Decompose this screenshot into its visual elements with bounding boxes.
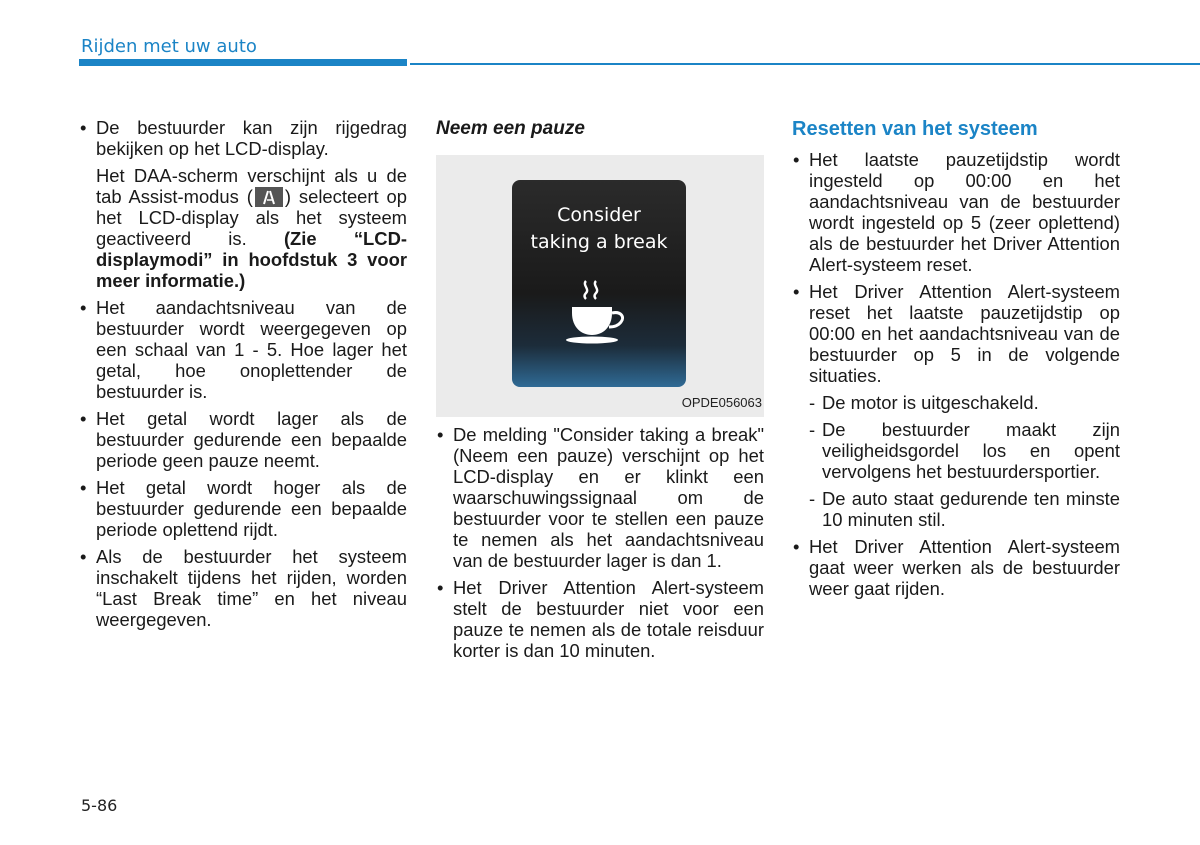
bullet-item: • Het Driver Attention Alert-systeem reset het laatste pauzetijdstip op 00:00 en het aandachtsniveau van de bestuurder op 5 in de volgende situaties. — [792, 281, 1120, 386]
section-heading: Resetten van het systeem — [792, 118, 1038, 140]
bullet-item: • Het Driver Attention Alert-systeem stelt de bestuurder niet voor een pauze te nemen als de totale reisduur korter is dan 10 minuten. — [436, 577, 764, 661]
bullet-item: • Het Driver Attention Alert-systeem gaat weer werken als de bestuurder weer gaat rijden. — [792, 536, 1120, 599]
assist-mode-icon — [255, 187, 283, 207]
bullet-item: • De melding "Consider taking a break" (Neem een pauze) verschijnt op het LCD-display en er klinkt een waarschuwingssignaal om de bestuurder voor te stellen een pauze te nemen als het aandachtsniveau van de bestuurder lager is dan 1. — [436, 424, 764, 571]
cross-reference: (Zie “LCD-displaymodi” in hoofdstuk 3 voor meer informatie.) — [96, 228, 407, 291]
section-heading: Neem een pauze — [436, 118, 585, 139]
bullet-item: • Het getal wordt hoger als de bestuurder gedurende een bepaalde periode oplettend rijdt. — [79, 477, 407, 540]
lcd-message-line: Consider — [557, 204, 641, 226]
figure-code: OPDE056063 — [681, 395, 762, 410]
coffee-cup-icon — [564, 277, 636, 347]
sub-item — [792, 488, 1120, 530]
sub-item — [792, 419, 1120, 482]
bullet-item: • De bestuurder kan zijn rijgedrag bekijken op het LCD-display. — [79, 117, 407, 159]
lcd-display — [512, 180, 686, 387]
column-3 — [792, 117, 1120, 605]
sub-item-text: De auto staat gedurende ten minste 10 minuten stil. — [822, 488, 1120, 530]
dash-marker: - — [809, 392, 816, 413]
paragraph-text: Het DAA-scherm verschijnt als u de tab Assist-modus ( — [96, 165, 407, 207]
sub-item — [792, 392, 1120, 413]
bullet-item: • Het aandachtsniveau van de bestuurder wordt weergegeven op een schaal van 1 - 5. Hoe lager het getal, hoe onoplettender de bestuurder is. — [79, 297, 407, 402]
lcd-figure — [436, 155, 764, 417]
column-1 — [79, 117, 407, 636]
page-number: 5-86 — [81, 796, 118, 815]
sub-item-text: De motor is uitgeschakeld. — [822, 392, 1039, 413]
running-header: Rijden met uw auto — [81, 36, 257, 57]
header-rule-thin — [410, 63, 1200, 65]
column-2 — [436, 117, 764, 667]
sub-item-text: De bestuurder maakt zijn veiligheidsgordel los en opent vervolgens het bestuurdersportier. — [822, 419, 1120, 482]
paragraph-text: ) selecteert op het LCD-display als het systeem geactiveerd is. — [96, 186, 408, 249]
bullet-item: • Het getal wordt lager als de bestuurder gedurende een bepaalde periode geen pauze neemt. — [79, 408, 407, 471]
lcd-message — [512, 202, 686, 256]
bullet-item: • Als de bestuurder het systeem inschakelt tijdens het rijden, worden “Last Break time” en het niveau weergegeven. — [79, 546, 407, 630]
header-rule-thick — [79, 59, 407, 66]
dash-marker: - — [809, 419, 816, 440]
bullet-item: • Het laatste pauzetijdstip wordt ingesteld op 00:00 en het aandachtsniveau van de bestuurder wordt ingesteld op 5 (zeer oplettend) als de bestuurder het Driver Attention Alert-systeem reset. — [792, 149, 1120, 275]
lcd-message-line: taking a break — [530, 231, 668, 253]
assist-mode-paragraph — [79, 165, 407, 291]
dash-marker: - — [809, 488, 816, 509]
